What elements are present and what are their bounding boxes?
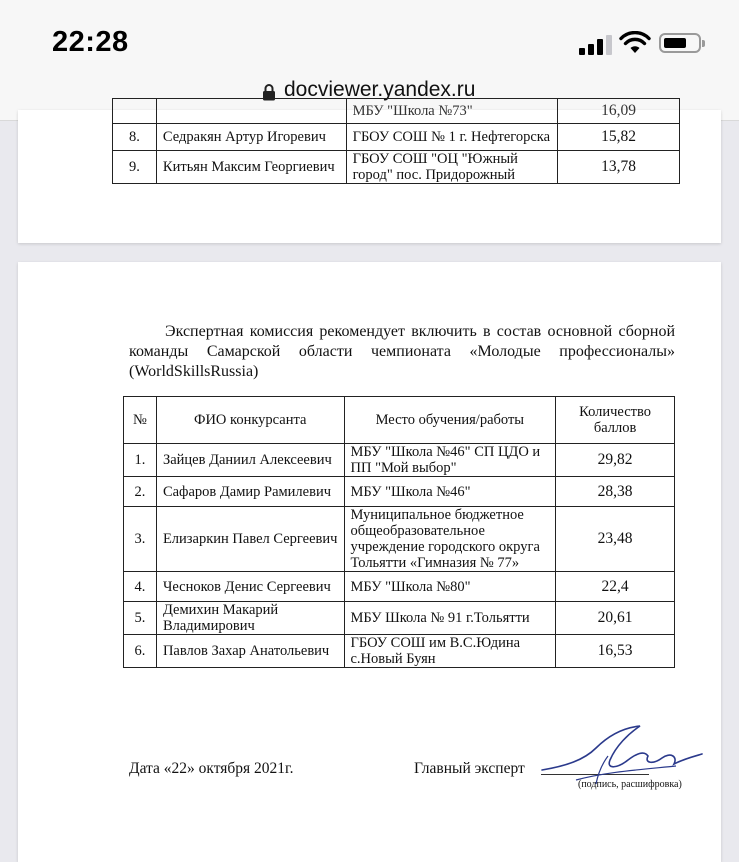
- chief-expert-label: Главный эксперт: [414, 760, 525, 777]
- results-table-continued: [112, 98, 680, 184]
- document-page: [18, 262, 721, 862]
- table-row: 9. Китьян Максим Георгиевич ГБОУ СОШ "ОЦ "Южный город" пос. Придорожный 13,78: [113, 151, 680, 184]
- table-header-row: [124, 397, 675, 444]
- cellular-signal-icon: [579, 33, 613, 55]
- table-row: 8. Седракян Артур Игоревич ГБОУ СОШ № 1 г. Нефтегорска 15,82: [113, 124, 680, 151]
- team-table: [123, 396, 675, 668]
- table-row: МБУ "Школа №73" 16,09: [113, 99, 680, 124]
- table-row: 5. Демихин Макарий Владимирович МБУ Школа № 91 г.Тольятти 20,61: [124, 602, 675, 635]
- header-score: Количество баллов: [556, 397, 675, 444]
- handwritten-signature: [536, 720, 706, 800]
- table-row: 3. Елизаркин Павел Сергеевич Муниципальное бюджетное общеобразовательное учреждение городского округа Тольятти «Гимназия № 77» 23,48: [124, 507, 675, 572]
- url-text[interactable]: docviewer.yandex.ru: [284, 78, 476, 101]
- table-row: 4. Чесноков Денис Сергеевич МБУ "Школа №80" 22,4: [124, 572, 675, 602]
- table-row: 6. Павлов Захар Анатольевич ГБОУ СОШ им В.С.Юдина с.Новый Буян 16,53: [124, 635, 675, 668]
- intro-paragraph: Экспертная комиссия рекомендует включить в состав основной сборной команды Самарской области чемпионата «Молодые профессионалы» (WorldSkillsRussia): [129, 323, 675, 380]
- status-bar: [0, 0, 739, 66]
- header-school: Место обучения/работы: [344, 397, 556, 444]
- document-page-previous: [18, 102, 721, 243]
- document-date: Дата «22» октября 2021г.: [129, 760, 294, 777]
- table-row: 2. Сафаров Дамир Рамилевич МБУ "Школа №46" 28,38: [124, 477, 675, 507]
- header-num: №: [124, 397, 157, 444]
- signature-caption: (подпись, расшифровка): [578, 779, 682, 790]
- header-name: ФИО конкурсанта: [156, 397, 344, 444]
- wifi-icon: [619, 31, 651, 55]
- battery-icon: [659, 33, 701, 53]
- table-row: 1. Зайцев Даниил Алексеевич МБУ "Школа №46" СП ЦДО и ПП "Мой выбор" 29,82: [124, 444, 675, 477]
- status-time: 22:28: [52, 26, 129, 58]
